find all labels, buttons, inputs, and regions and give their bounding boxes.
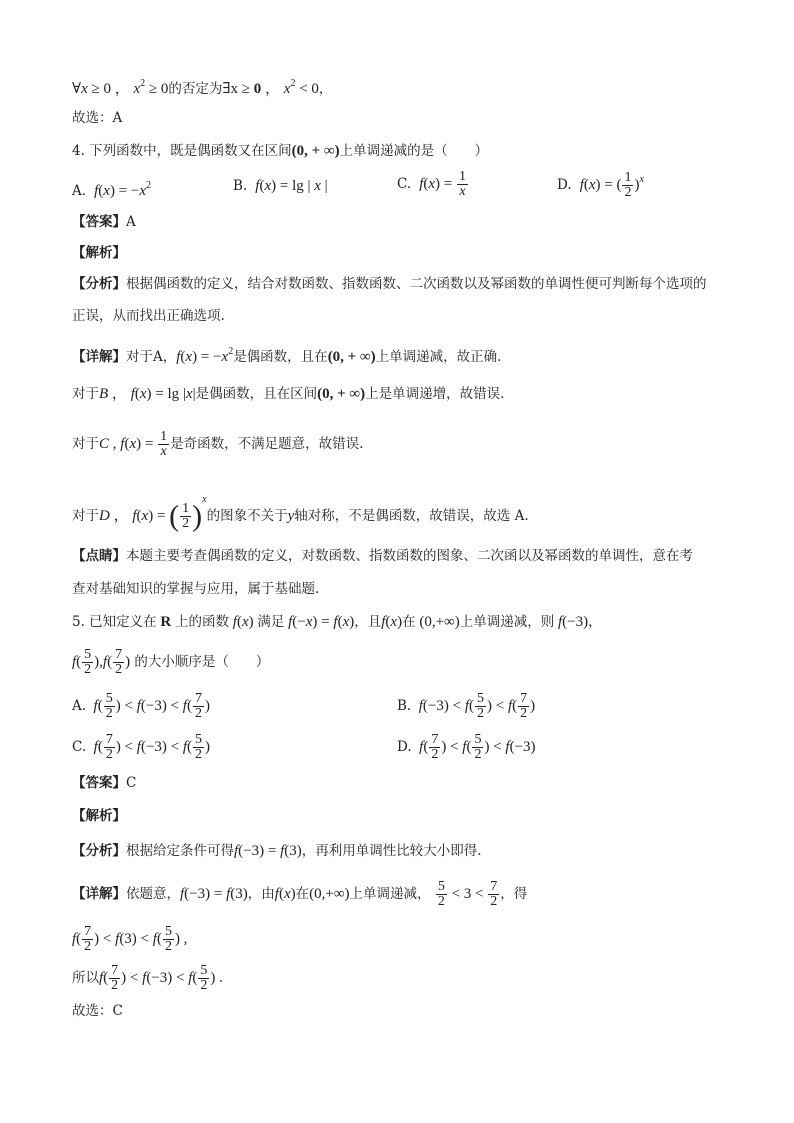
q5-stem-cont: f( $\frac{5}{2}$ ),f( $\frac{7}{2}$ ) 的大小顺序是（ ）	[72, 647, 270, 677]
q5-stem: 5. 已知定义在 R 上的函数 f(x) 满足 f(−x) = f(x)，且f(x)在 (0,+∞)上单调递减，则 f(−3)，	[72, 614, 602, 630]
q4-fenxi-cont: 正误，从而找出正确选项.	[72, 308, 225, 324]
q5-answer: 【答案】C	[72, 775, 137, 791]
q4-option-c: C. f(x) = $\frac{1}{x}$	[397, 169, 466, 199]
q5-conclusion: 所以f( $\frac{7}{2}$ ) < f(−3) < f( $\frac{5}{2}$ ) .	[72, 963, 223, 993]
negation-line: ∀x ≥ 0 ， $x^2 \ge 0$的否定为∃x ≥ 0 ， $x^2 < 0$，	[72, 78, 333, 97]
q4-stem: 4. 下列函数中，既是偶函数又在区间(0, + ∞)上单调递减的是（ ）	[72, 143, 489, 159]
q4-detail-c: 对于C , f(x) = $\frac{1}{x}$ 是奇函数，不满足题意，故错误.	[72, 429, 364, 459]
q5-option-d: D. f( $\frac{7}{2}$ ) < f( $\frac{5}{2}$ ) < f(−3)	[397, 732, 536, 762]
q4-option-b: B. f(x) = lg | x |	[233, 178, 328, 194]
q4-detail-b: 对于B ， f(x) = lg |x|是偶函数，且在区间(0, + ∞)上是单调递增，故错误.	[72, 386, 505, 402]
q5-select: 故选：C	[72, 1003, 123, 1019]
q5-fenxi: 【分析】根据给定条件可得f(−3) = f(3)，再利用单调性比较大小即得.	[72, 843, 482, 859]
q4-option-a: A. $f(x) = -x^2$	[72, 180, 152, 199]
q5-option-c: C. f( $\frac{7}{2}$ ) < f(−3) < f( $\frac{5}{2}$ )	[72, 732, 211, 762]
q5-detail: 【详解】依题意，f(−3) = f(3)，由f(x)在(0,+∞)上单调递减， $\frac{5}{2}$ < 3 < $\frac{7}{2}$ ，得	[72, 879, 528, 909]
q5-analysis-tag: 【解析】	[72, 808, 126, 824]
q4-answer: 【答案】A	[72, 214, 136, 230]
q5-option-b: B. f(−3) < f( $\frac{5}{2}$ ) < f( $\frac{7}{2}$ )	[397, 691, 536, 721]
q4-dianjing-cont: 查对基础知识的掌握与应用，属于基础题.	[72, 581, 320, 597]
q4-analysis-tag: 【解析】	[72, 245, 126, 261]
q4-fenxi: 【分析】根据偶函数的定义，结合对数函数、指数函数、二次函数以及幂函数的单调性便可判断每个选项的	[72, 276, 707, 292]
intro-select: 故选：A	[72, 110, 123, 126]
q4-detail-d: 对于D ， f(x) = ( $\frac{1}{2}$ )$^x$的图象不关于y轴对称，不是偶函数，故错误，故选 A.	[72, 494, 529, 533]
q4-dianjing: 【点睛】本题主要考查偶函数的定义，对数函数、指数函数的图象、二次函以及幂函数的单调性，意在考	[72, 548, 693, 564]
q4-option-d: D. f(x) = ( $\frac{1}{2}$ )$^x$	[557, 170, 644, 200]
q5-detail-ineq: f( $\frac{7}{2}$ ) < f(3) < f( $\frac{5}{2}$ ) ,	[72, 924, 188, 954]
q5-option-a: A. f( $\frac{5}{2}$ ) < f(−3) < f( $\frac{7}{2}$ )	[72, 691, 210, 721]
q4-detail-a: 【详解】对于A，$f(x) = -x^2$是偶函数，且在(0, + ∞)上单调递减，故正确.	[72, 346, 502, 365]
